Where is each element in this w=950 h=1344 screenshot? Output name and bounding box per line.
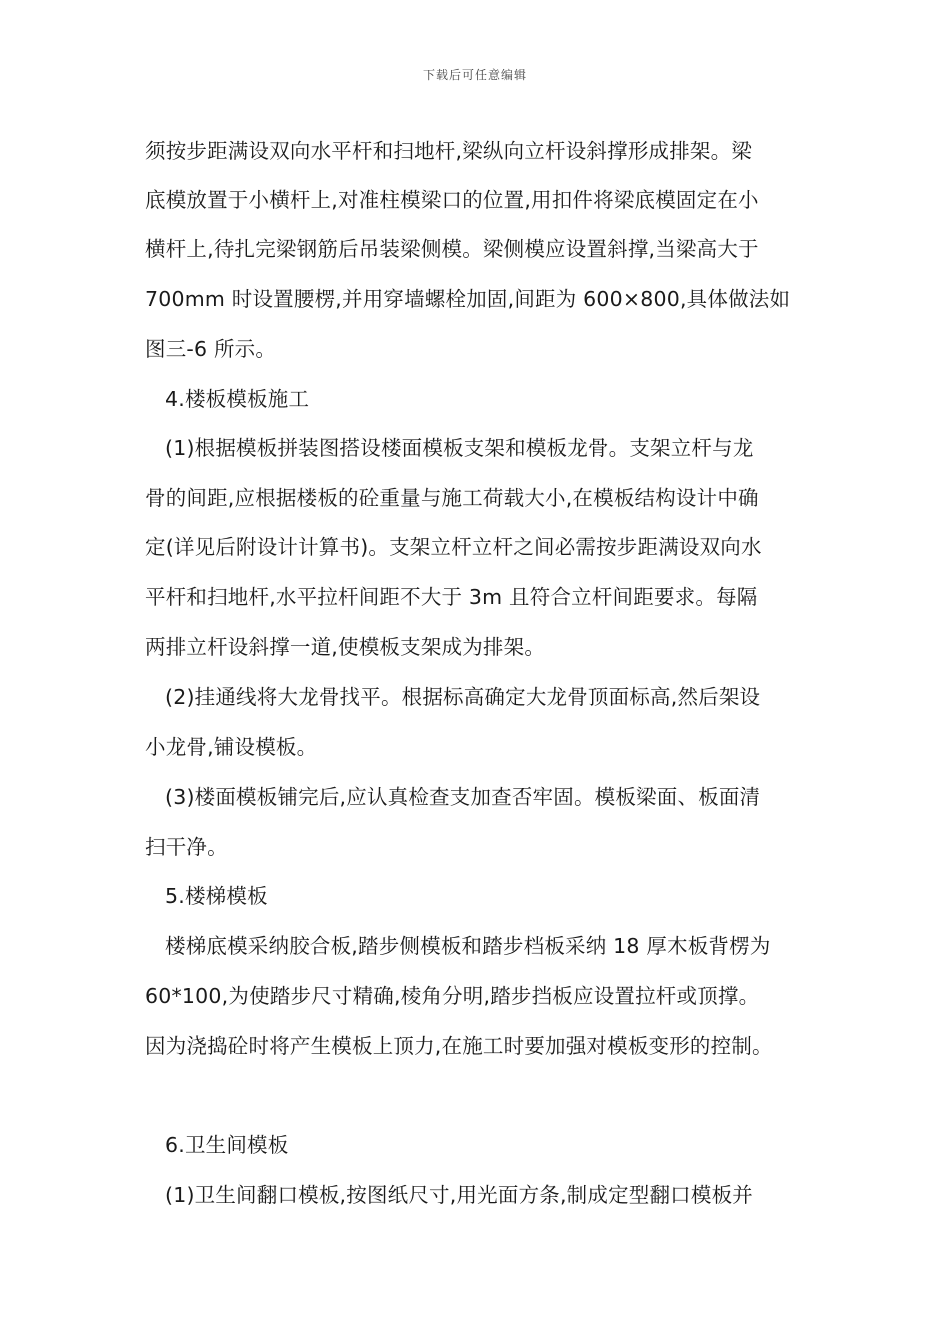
paragraph-line: 平杆和扫地杆,水平拉杆间距不大于 3m 且符合立杆间距要求。每隔 — [145, 585, 758, 609]
paragraph-line: (1)根据模板拼装图搭设楼面模板支架和模板龙骨。支架立杆与龙 — [165, 436, 754, 460]
paragraph-line: 须按步距满设双向水平杆和扫地杆,梁纵向立杆设斜撑形成排架。梁 — [145, 139, 753, 163]
paragraph-line: 700mm 时设置腰楞,并用穿墙螺栓加固,间距为 600×800,具体做法如 — [145, 287, 791, 311]
paragraph-line: 两排立杆设斜撑一道,使模板支架成为排架。 — [145, 635, 546, 659]
paragraph-line: 楼梯底模采纳胶合板,踏步侧模板和踏步档板采纳 18 厚木板背楞为 — [165, 934, 771, 958]
paragraph-line: 扫干净。 — [145, 835, 228, 859]
paragraph-line: 底模放置于小横杆上,对准柱模梁口的位置,用扣件将梁底模固定在小 — [145, 188, 759, 212]
section-heading: 4.楼板模板施工 — [165, 387, 310, 411]
section-heading: 6.卫生间模板 — [165, 1133, 289, 1157]
page-header: 下载后可任意编辑 — [422, 68, 527, 82]
paragraph-line: 横杆上,待扎完梁钢筋后吊装梁侧模。梁侧模应设置斜撑,当梁高大于 — [145, 237, 759, 261]
section-heading: 5.楼梯模板 — [165, 884, 268, 908]
paragraph-line: (3)楼面模板铺完后,应认真检查支加查否牢固。模板梁面、板面清 — [165, 785, 761, 809]
paragraph-line: (2)挂通线将大龙骨找平。根据标高确定大龙骨顶面标高,然后架设 — [165, 685, 761, 709]
paragraph-line: 因为浇捣砼时将产生模板上顶力,在施工时要加强对模板变形的控制。 — [145, 1034, 773, 1058]
paragraph-line: 骨的间距,应根据楼板的砼重量与施工荷载大小,在模板结构设计中确 — [145, 486, 759, 510]
paragraph-line: 60*100,为使踏步尺寸精确,棱角分明,踏步挡板应设置拉杆或顶撑。 — [145, 984, 760, 1008]
paragraph-line: 图三-6 所示。 — [145, 337, 277, 361]
paragraph-line: 定(详见后附设计计算书)。支架立杆立杆之间必需按步距满设双向水 — [145, 535, 762, 559]
paragraph-line: 小龙骨,铺设模板。 — [145, 735, 318, 759]
paragraph-line: (1)卫生间翻口模板,按图纸尺寸,用光面方条,制成定型翻口模板并 — [165, 1183, 753, 1207]
